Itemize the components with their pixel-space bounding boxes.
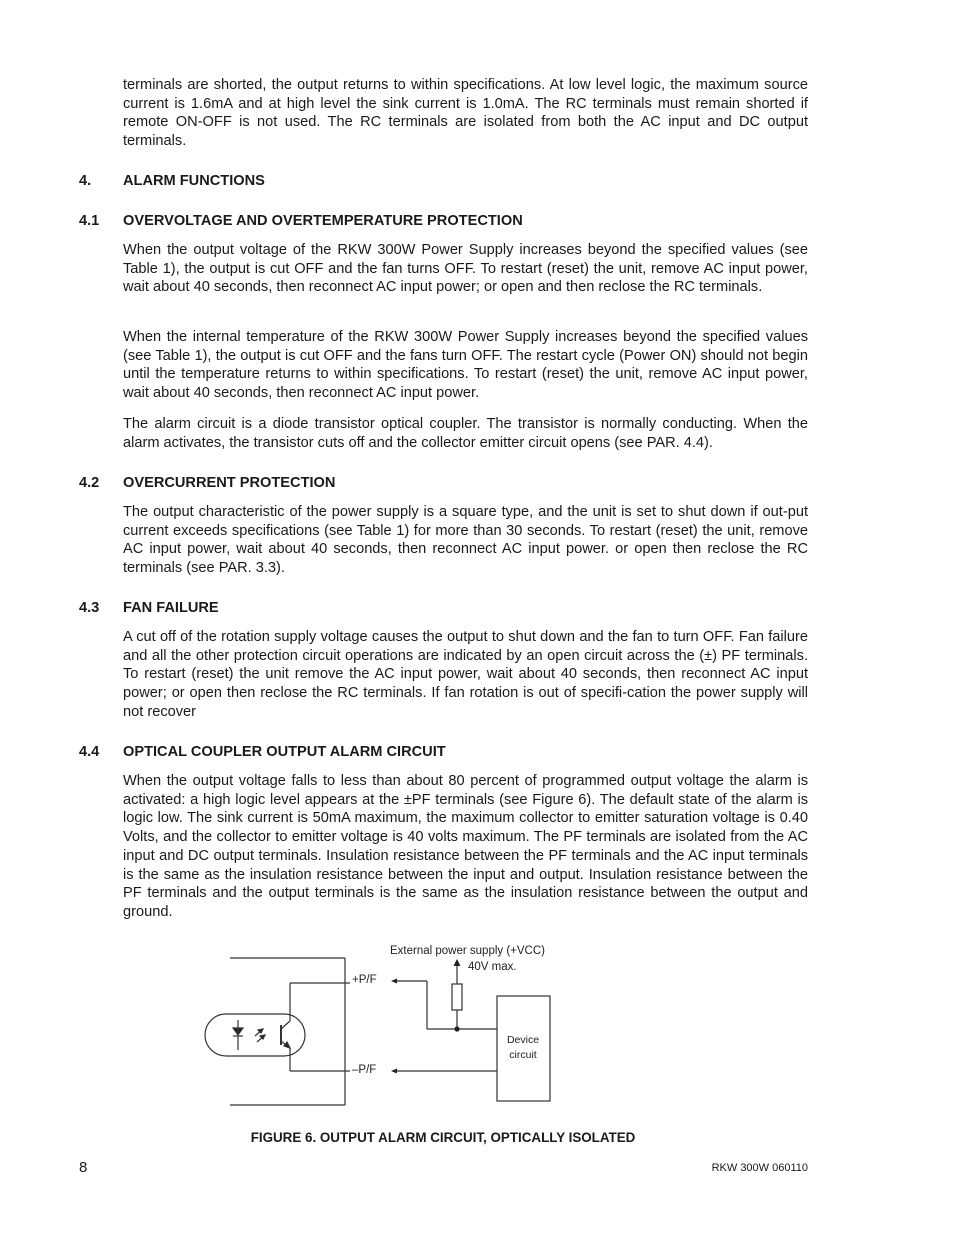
external-supply-label: External power supply (+VCC) [390, 945, 545, 957]
section-4-1-number: 4.1 [79, 213, 100, 229]
section-4-1-paragraph-1: When the output voltage of the RKW 300W Power Supply increases beyond the specified values (see Table 1), the output is cut OFF and the fan turns OFF. To restart (reset) the unit, remove AC input power, wait about 40 seconds, then reconnect AC input power; or open and then reclose the RC terminals. [123, 242, 808, 296]
section-4-3-paragraph: A cut off of the rotation supply voltage causes the output to shut down and the fan to turn OFF. Fan failure and all the other protection circuit operations are indicated by an open circuit across the (±) PF terminals. To restart (reset) the unit remove the AC input power, wait about 40 seconds, then reconnect AC input power; or open then reclose the RC terminals. If fan rotation is out of specifi-cation the power supply will not recover [123, 629, 808, 720]
section-4-2-paragraph: The output characteristic of the power supply is a square type, and the unit is set to shut down if out-put current exceeds specifications (see Table 1) for more than 30 seconds. To restart (reset) the unit, remove AC input power, wait about 40 seconds, then reconnect AC input power. or open then reclose the RC terminals (see PAR. 3.3). [123, 504, 808, 577]
emitter-arrow [284, 1042, 290, 1048]
section-4-4-number: 4.4 [79, 744, 100, 760]
vcc-arrow [454, 959, 461, 966]
minus-pf-arrow [391, 1069, 397, 1074]
device-label-line-1: Device [506, 1034, 540, 1046]
section-4-1-paragraph-2: When the internal temperature of the RKW 300W Power Supply increases beyond the specified values (see Table 1), the output is cut OFF and the fans turn OFF. The restart cycle (Power ON) should not begin until the temperature returns to within specifications. To restart (reset) the unit, remove AC input power, wait about 40 seconds, then reconnect AC input power. [123, 329, 808, 402]
page-number: 8 [79, 1159, 88, 1176]
section-4-4-paragraph: When the output voltage falls to less than about 80 percent of programmed output voltage the alarm is activated: a high logic level appears at the ±PF terminals (see Figure 6). The default state of the alarm is logic low. The sink current is 50mA maximum, the maximum collector to emitter saturation voltage is 0.40 Volts, and the collector to emitter voltage is 40 volts maximum. The PF terminals are isolated from the AC input and DC output terminals. Insulation resistance between the PF terminals and the AC input terminals is the same as the insulation resistance between the input and output. Insulation resistance between the PF terminals and the output terminals is the same as the insulation resistance between the output and ground. [123, 773, 808, 920]
section-4-4-title: OPTICAL COUPLER OUTPUT ALARM CIRCUIT [123, 744, 446, 760]
document-code: RKW 300W 060110 [711, 1162, 808, 1174]
figure-caption: FIGURE 6. OUTPUT ALARM CIRCUIT, OPTICALLY ISOLATED [250, 1130, 636, 1145]
section-4-number: 4. [79, 173, 92, 189]
plus-pf-label: +P/F [352, 974, 377, 986]
section-4-2-number: 4.2 [79, 475, 100, 491]
phototransistor-collector [281, 1021, 290, 1029]
section-4-2-title: OVERCURRENT PROTECTION [123, 475, 336, 491]
voltage-max-label: 40V max. [468, 961, 517, 973]
section-4-3-title: FAN FAILURE [123, 600, 219, 616]
minus-pf-label: –P/F [352, 1064, 377, 1076]
device-label-line-2: circuit [509, 1049, 537, 1061]
section-4-1-paragraph-3: The alarm circuit is a diode transistor optical coupler. The transistor is normally conducting. When the alarm activates, the transistor cuts off and the collector emitter circuit opens (see PAR. 4.4). [123, 416, 808, 451]
output-alarm-circuit-diagram [195, 938, 570, 1110]
intro-paragraph: terminals are shorted, the output returns to within specifications. At low level logic, the maximum source current is 1.6mA and at high level the sink current is 1.0mA. The RC terminals must remain shorted if remote ON-OFF is not used. The RC terminals are isolated from both the AC input and DC output terminals. [123, 77, 808, 150]
pull-up-resistor [452, 984, 462, 1010]
section-4-title: ALARM FUNCTIONS [123, 173, 265, 189]
plus-pf-arrow [391, 979, 397, 984]
section-4-3-number: 4.3 [79, 600, 100, 616]
section-4-1-title: OVERVOLTAGE AND OVERTEMPERATURE PROTECTION [123, 213, 523, 229]
junction-node [454, 1026, 459, 1031]
